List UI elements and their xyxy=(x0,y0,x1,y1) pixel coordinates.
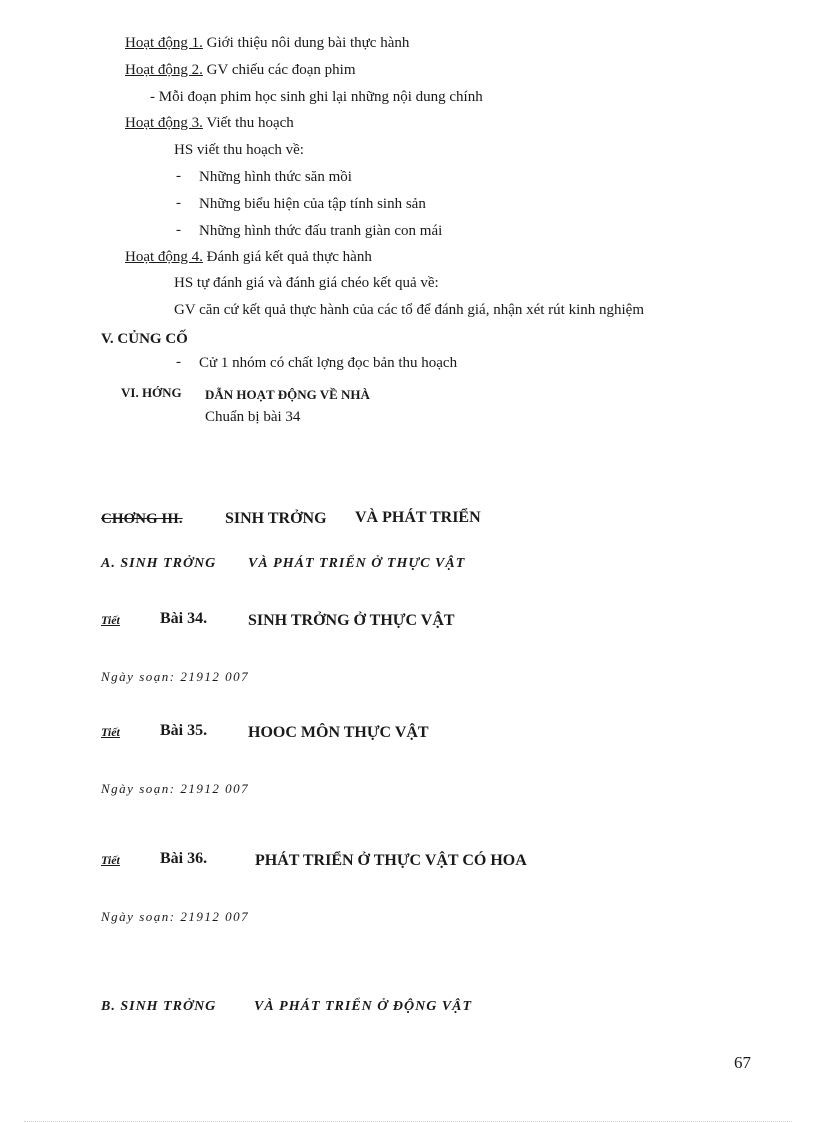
activity-1-text: Giới thiệu nôi dung bài thực hành xyxy=(202,35,410,51)
footer-divider xyxy=(24,1121,792,1122)
lesson-tiet-label: Tiết xyxy=(101,725,120,739)
chapter-title-a: SINH TRỞNG xyxy=(225,510,327,527)
chapter-label-text: CHƠNG III. xyxy=(101,511,183,527)
part-a-heading-a: A. SINH TRỞNG xyxy=(101,556,217,571)
bullet-dash: - xyxy=(176,195,181,211)
activity-1 xyxy=(125,34,409,52)
list-item: Những biểu hiện của tập tính sinh sản xyxy=(199,196,426,212)
section-6-text: Chuẩn bị bài 34 xyxy=(205,409,301,425)
section-6-heading-a: VI. HỚNG xyxy=(121,385,182,400)
activity-4 xyxy=(125,248,372,266)
bullet-dash: - xyxy=(176,222,181,238)
activity-1-label: Hoạt động 1. xyxy=(125,35,203,51)
lesson-tiet-label: Tiết xyxy=(101,853,120,867)
activity-4-text: Đánh giá kết quả thực hành xyxy=(202,249,372,265)
chapter-title-b: VÀ PHÁT TRIỂN xyxy=(355,509,481,526)
activity-4-line-2: GV căn cứ kết quả thực hành của các tổ để đánh giá, nhận xét rút kinh nghiệm xyxy=(174,302,644,318)
activity-4-label: Hoạt động 4. xyxy=(125,249,203,265)
lesson-date: Ngày soạn: 21912 007 xyxy=(101,909,250,924)
part-a-heading-b: VÀ PHÁT TRIỂN Ở THỰC VẬT xyxy=(248,556,466,571)
activity-3 xyxy=(125,114,294,132)
activity-3-label: Hoạt động 3. xyxy=(125,115,203,131)
section-6-heading-b: DẪN HOẠT ĐỘNG VỀ NHÀ xyxy=(205,387,370,402)
chapter-label xyxy=(101,510,183,528)
lesson-number: Bài 36. xyxy=(160,850,208,867)
lesson-tiet-label: Tiết xyxy=(101,613,120,627)
lesson-number: Bài 34. xyxy=(160,610,208,627)
list-item: Những hình thức săn mồi xyxy=(199,169,352,185)
activity-4-line-1: HS tự đánh giá và đánh giá chéo kết quả về: xyxy=(174,275,439,291)
activity-2-note: - Mỗi đoạn phim học sinh ghi lại những nội dung chính xyxy=(150,89,483,105)
section-5-item: Cử 1 nhóm có chất lợng đọc bản thu hoạch xyxy=(199,355,458,371)
activity-2 xyxy=(125,61,356,79)
part-b-heading-b: VÀ PHÁT TRIỂN Ở ĐỘNG VẬT xyxy=(254,999,473,1014)
lesson-title: PHÁT TRIỂN Ở THỰC VẬT CÓ HOA xyxy=(255,852,527,869)
activity-2-label: Hoạt động 2. xyxy=(125,62,203,78)
lesson-number: Bài 35. xyxy=(160,722,208,739)
lesson-title: HOOC MÔN THỰC VẬT xyxy=(248,724,429,741)
activity-3-intro: HS viết thu hoạch về: xyxy=(174,142,304,158)
lesson-date: Ngày soạn: 21912 007 xyxy=(101,781,250,796)
section-5-heading: V. CỦNG CỐ xyxy=(101,331,188,347)
bullet-dash: - xyxy=(176,168,181,184)
bullet-dash: - xyxy=(176,354,181,370)
part-b-heading-a: B. SINH TRỞNG xyxy=(101,999,217,1014)
lesson-date: Ngày soạn: 21912 007 xyxy=(101,669,250,684)
activity-3-text: Viết thu hoạch xyxy=(202,115,294,131)
list-item: Những hình thức đấu tranh giàn con mái xyxy=(199,223,443,239)
page-number: 67 xyxy=(734,1053,751,1072)
lesson-title: SINH TRỞNG Ở THỰC VẬT xyxy=(248,612,455,629)
activity-2-text: GV chiếu các đoạn phim xyxy=(202,62,356,78)
